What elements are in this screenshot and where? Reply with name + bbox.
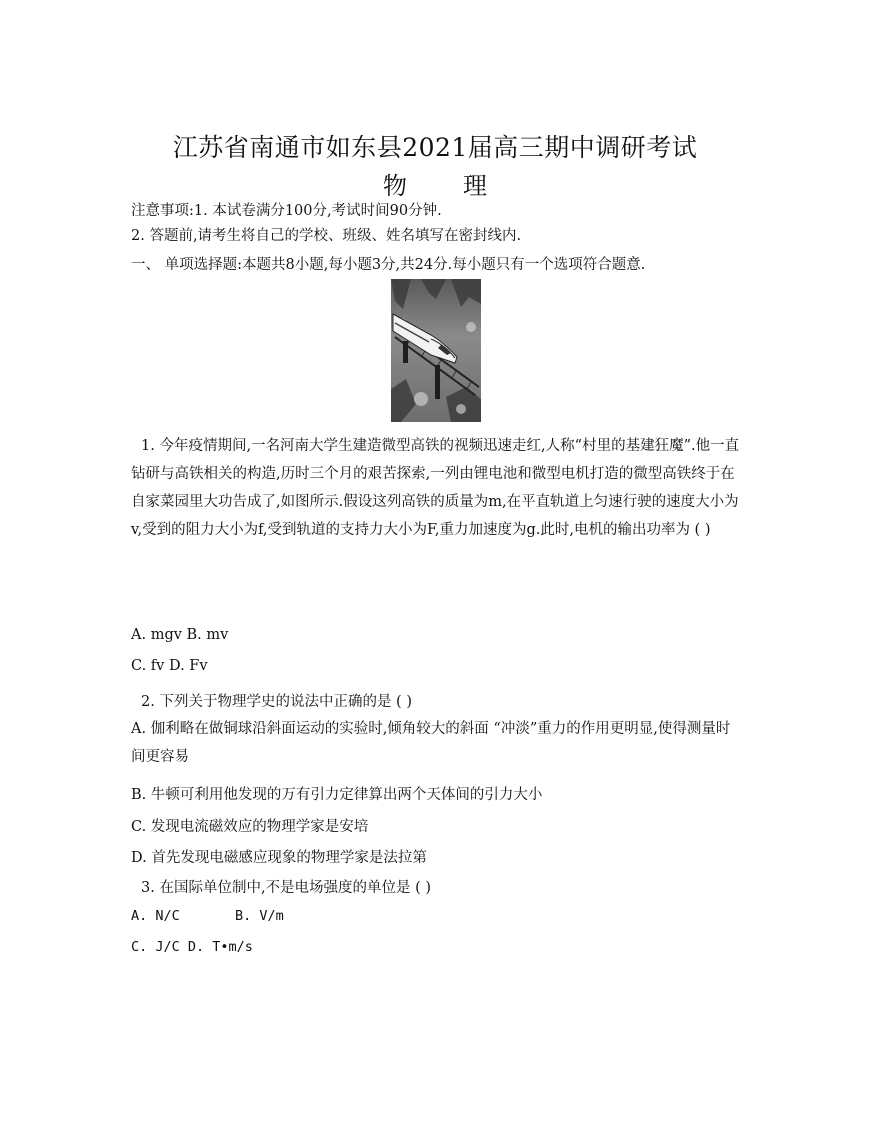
question-3-options-cd: C. J/C D. T•m/s [131,939,253,955]
page-title: 江苏省南通市如东县2021届高三期中调研考试 [172,133,698,162]
notice-line-2: 2. 答题前,请考生将自己的学校、班级、姓名填写在密封线内. [131,228,522,244]
question-3-stem: 3. 在国际单位制中,不是电场强度的单位是 ( ) [141,880,432,896]
notice-line-1: 注意事项:1. 本试卷满分100分,考试时间90分钟. [131,203,442,219]
question-1-options-cd: C. fv D. Fv [131,658,208,674]
question-1-stem: 1. 今年疫情期间,一名河南大学生建造微型高铁的视频迅速走红,人称“村里的基建狂魔”.他一直钻研与高铁相关的构造,历时三个月的艰苦探索,一列由锂电池和微型电机打造的微型高铁终于在自家菜园里大功告成了,如图所示.假设这列高铁的质量为m,在平直轨道上匀速行驶的速度大小为v,受到的阻力大小为f,受到轨道的支持力大小为F,重力加速度为g.此时,电机的输出功率为 ( ) [131,438,740,538]
question-3-options-ab [131,908,284,924]
train-photo [391,279,481,422]
section-heading: 一、 单项选择题:本题共8小题,每小题3分,共24分.每小题只有一个选项符合题意. [131,257,646,273]
subject-char-1: 物 [383,172,407,200]
question-1-options-ab: A. mgv B. mv [131,627,229,643]
subject-char-2: 理 [463,172,487,200]
question-2-option-a: A. 伽利略在做铜球沿斜面运动的实验时,倾角较大的斜面 “冲淡”重力的作用更明显,使得测量时间更容易 [131,721,731,765]
question-2-option-d: D. 首先发现电磁感应现象的物理学家是法拉第 [131,850,427,866]
question-2-option-c: C. 发现电流磁效应的物理学家是安培 [131,819,369,835]
subject-title [0,166,870,201]
question-2-stem: 2. 下列关于物理学史的说法中正确的是 ( ) [141,694,412,710]
question-3-option-b: B. V/m [235,908,284,924]
question-2-option-b: B. 牛顿可利用他发现的万有引力定律算出两个天体间的引力大小 [131,787,543,803]
question-3-option-a: A. N/C [131,908,180,924]
